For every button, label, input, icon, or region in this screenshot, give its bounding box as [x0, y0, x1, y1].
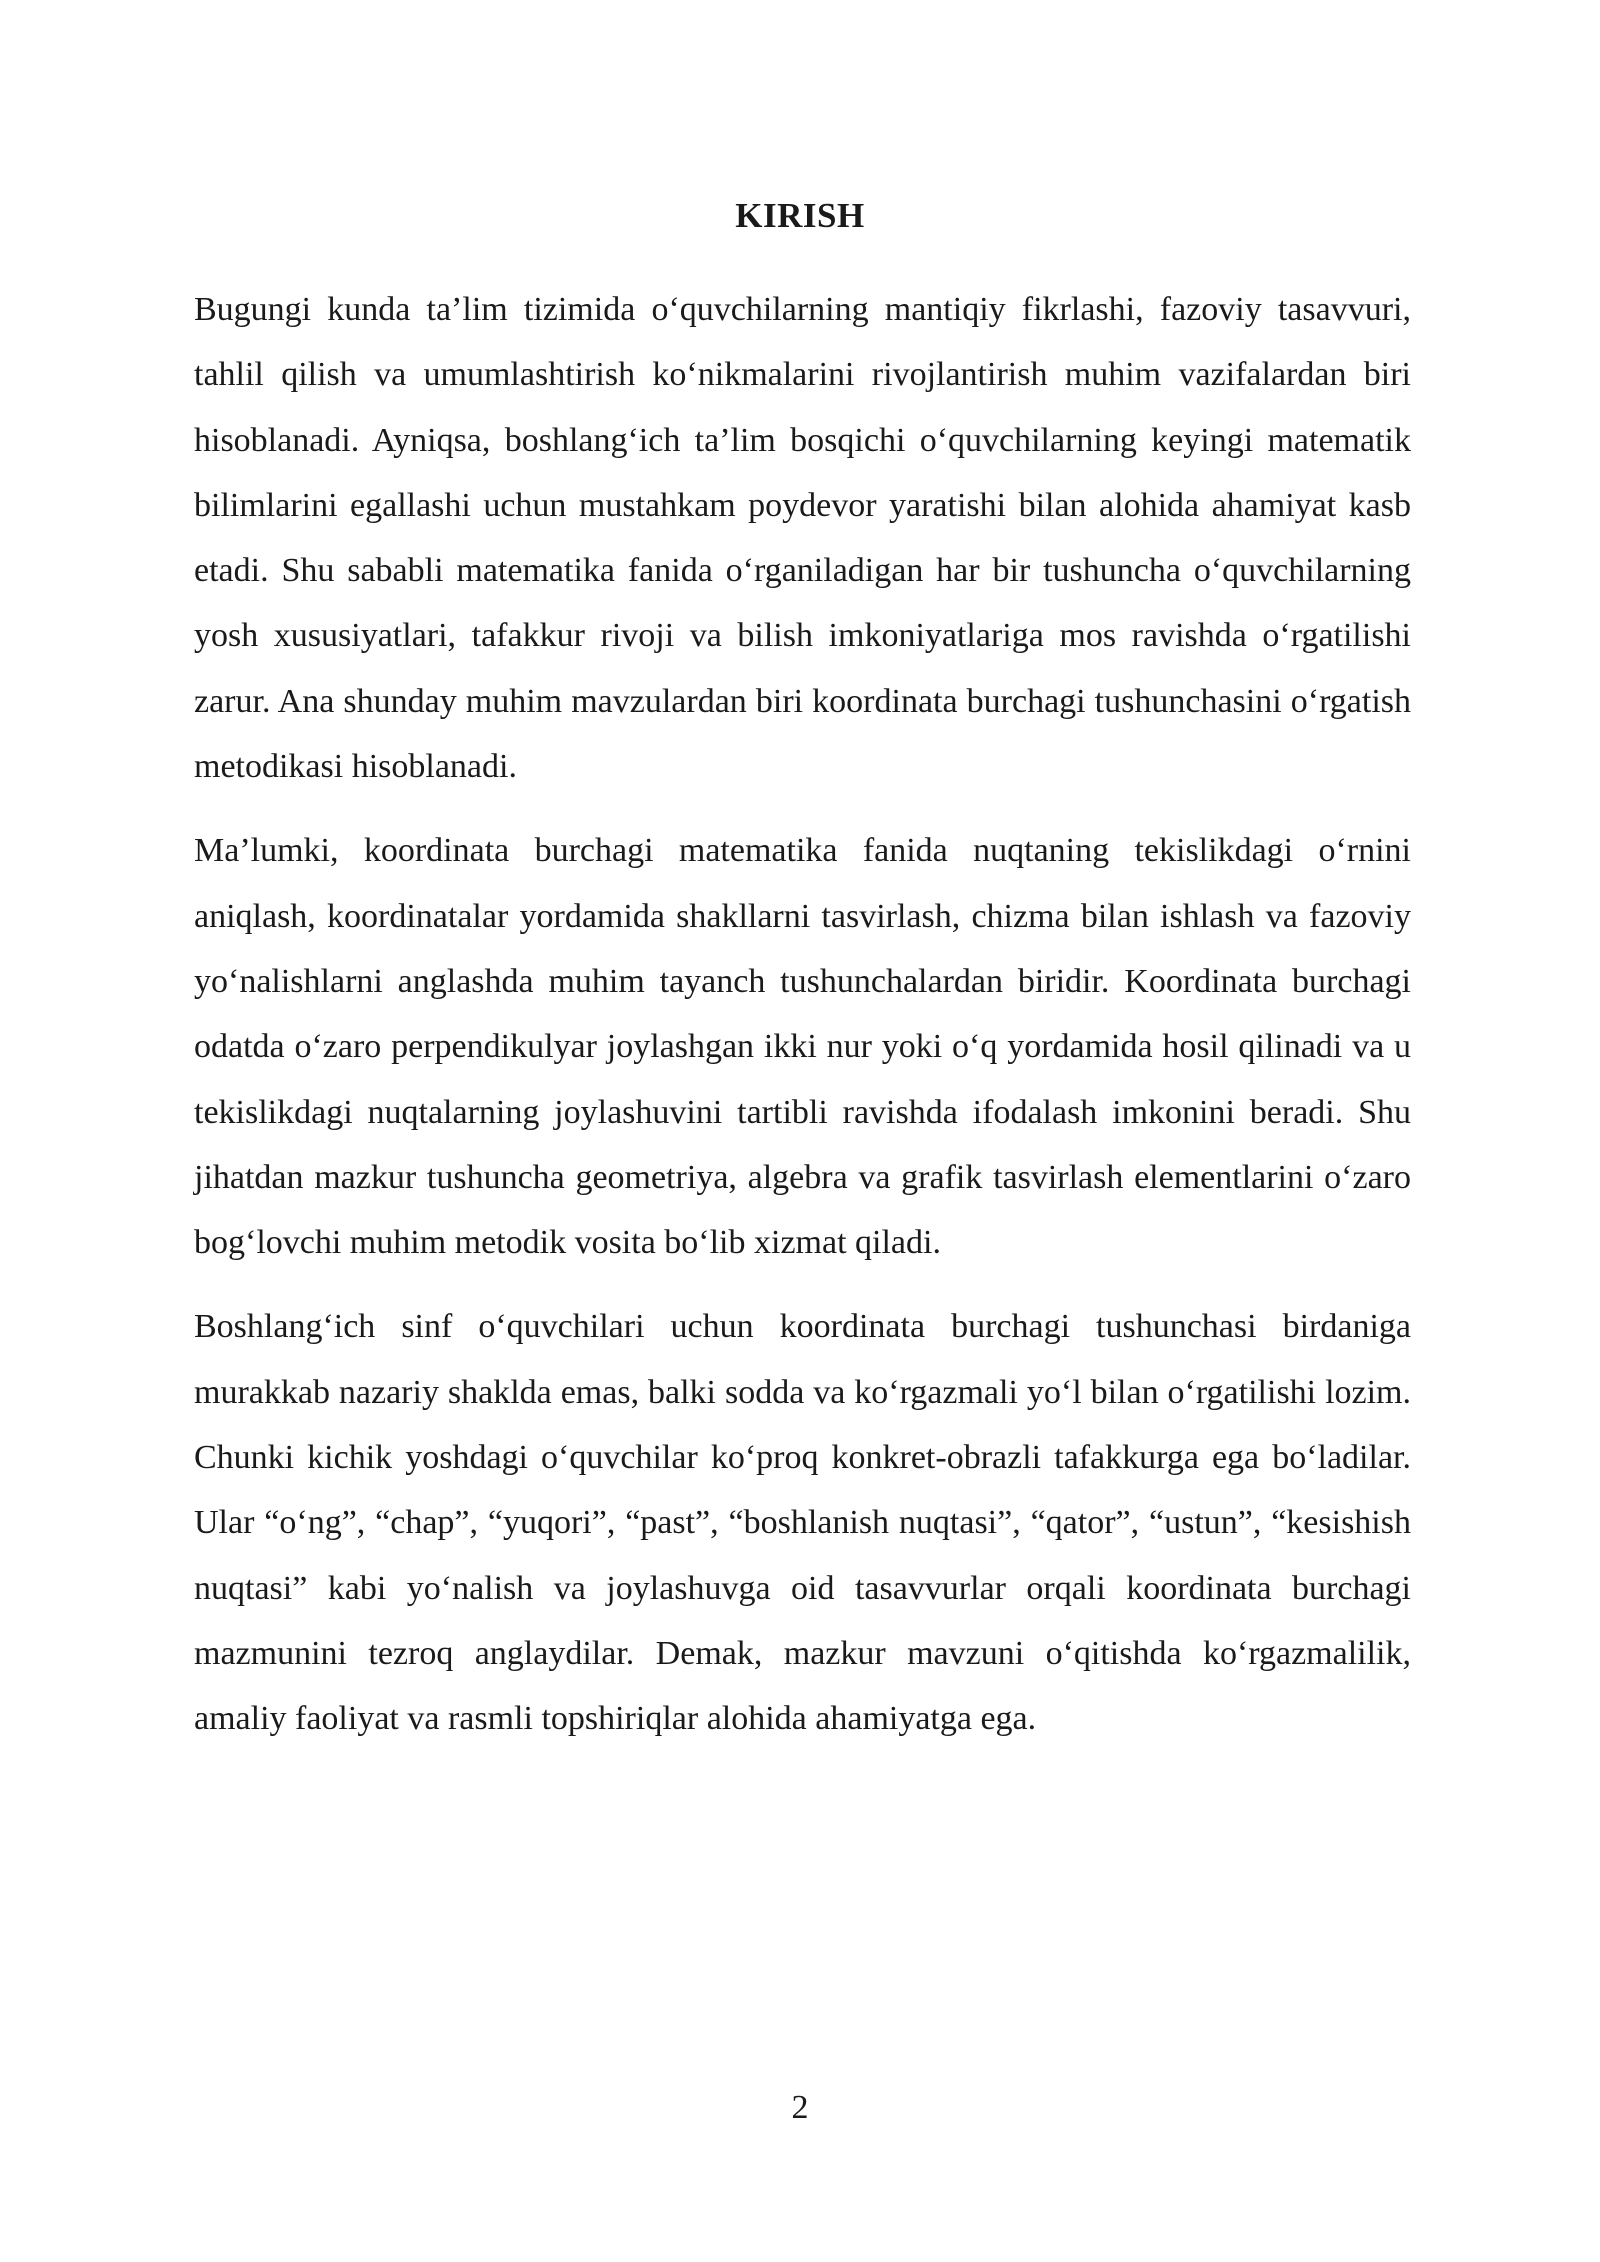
paragraph-2: Ma’lumki, koordinata burchagi matematika fanida nuqtaning tekislikdagi o‘rnini aniqlash, koordinatalar yordamida shakllarni tasvirlash, chizma bilan ishlash va fazoviy yo‘nalishlarni anglashda muhim tayanch tushunchalardan biridir. Koordinata burchagi odatda o‘zaro perpendikulyar joylashgan ikki nur yoki o‘q yordamida hosil qilinadi va u tekislikdagi nuqtalarning joylashuvini tartibli ravishda ifodalash imkonini beradi. Shu jihatdan mazkur tushuncha geometriya, algebra va grafik tasvirlash elementlarini o‘zaro bog‘lovchi muhim metodik vosita bo‘lib xizmat qiladi.: [194, 832, 1411, 1262]
paragraph-1: Bugungi kunda ta’lim tizimida o‘quvchilarning mantiqiy fikrlashi, fazoviy tasavvuri, tahlil qilish va umumlashtirish ko‘nikmalarini rivojlantirish muhim vazifalardan biri hisoblanadi. Ayniqsa, boshlang‘ich ta’lim bosqichi o‘quvchilarning keyingi matematik bilimlarini egallashi uchun mustahkam poydevor yaratishi bilan alohida ahamiyat kasb etadi. Shu sababli matematika fanida o‘rganiladigan har bir tushuncha o‘quvchilarning yosh xususiyatlari, tafakkur rivoji va bilish imkoniyatlariga mos ravishda o‘rgatilishi zarur. Ana shunday muhim mavzulardan biri koordinata burchagi tushunchasini o‘rgatish metodikasi hisoblanadi.: [194, 291, 1411, 786]
page-number: 2: [791, 2089, 809, 2126]
paragraph-3: Boshlang‘ich sinf o‘quvchilari uchun koordinata burchagi tushunchasi birdaniga murakkab nazariy shaklda emas, balki sodda va ko‘rgazmali yo‘l bilan o‘rgatilishi lozim. Chunki kichik yoshdagi o‘quvchilar ko‘proq konkret-obrazli tafakkurga ega bo‘ladilar. Ular “o‘ng”, “chap”, “yuqori”, “past”, “boshlanish nuqtasi”, “qator”, “ustun”, “kesishish nuqtasi” kabi yo‘nalish va joylashuvga oid tasavvurlar orqali koordinata burchagi mazmunini tezroq anglaydilar. Demak, mazkur mavzuni o‘qitishda ko‘rgazmalilik, amaliy faoliyat va rasmli topshiriqlar alohida ahamiyatga ega.: [194, 1308, 1411, 1738]
page-title: KIRISH: [735, 196, 865, 235]
body-text: [194, 277, 1411, 1771]
